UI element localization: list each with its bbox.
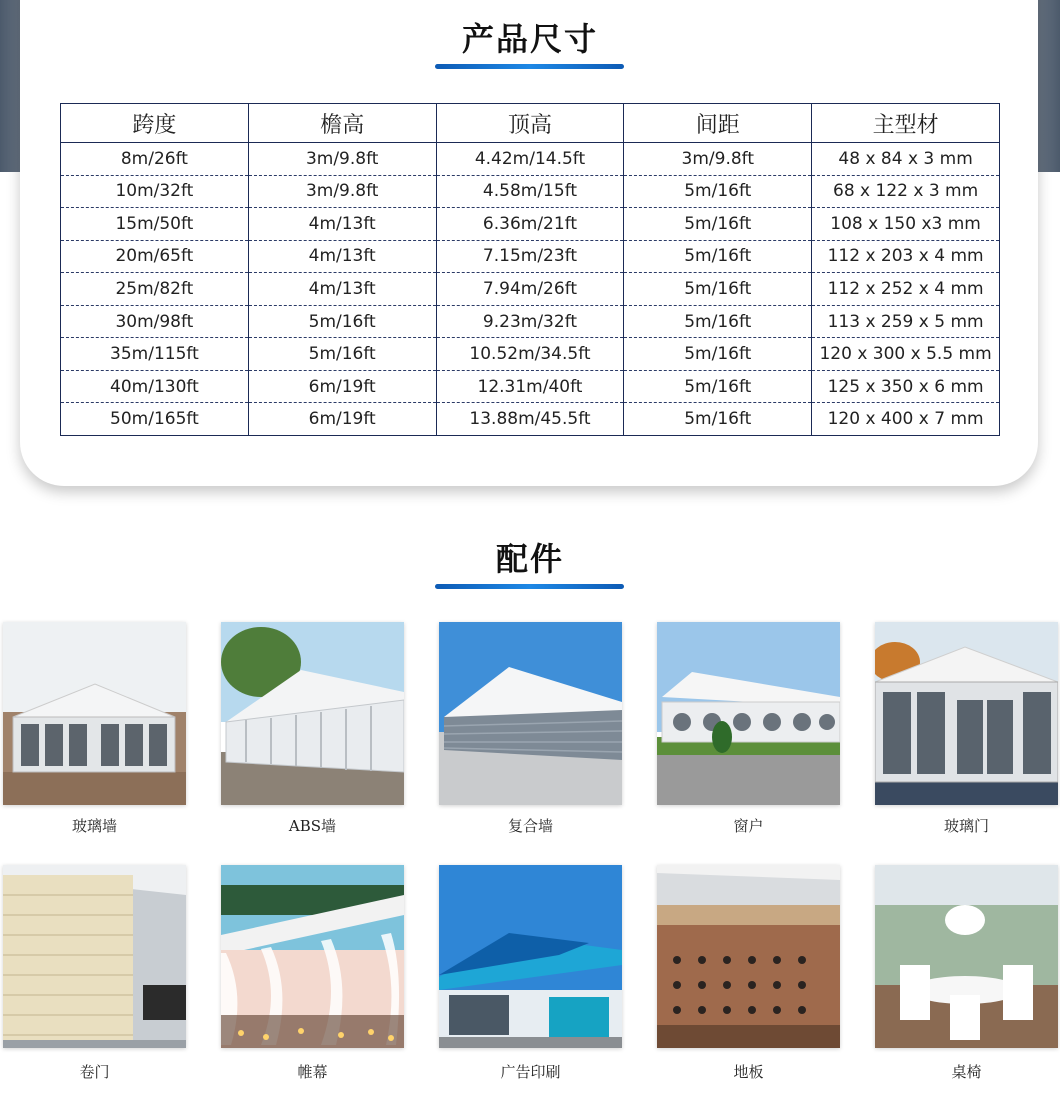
cell-bay-spacing: 5m/16ft	[624, 208, 812, 241]
cell-bay-spacing: 3m/9.8ft	[624, 143, 812, 176]
table-header-row	[61, 104, 1000, 143]
cell-eave-height: 6m/19ft	[248, 370, 436, 403]
cell-eave-height: 5m/16ft	[248, 338, 436, 371]
cell-bay-spacing: 5m/16ft	[624, 273, 812, 306]
glass-door-photo	[875, 622, 1058, 805]
cell-main-profile: 112 x 252 x 4 mm	[812, 273, 1000, 306]
table-row	[61, 208, 1000, 241]
accessory-caption: ABS墙	[288, 817, 337, 835]
cell-ridge-height: 9.23m/32ft	[436, 305, 624, 338]
cell-eave-height: 5m/16ft	[248, 305, 436, 338]
cell-ridge-height: 4.42m/14.5ft	[436, 143, 624, 176]
header-ridge-height: 顶高	[436, 104, 624, 143]
cell-span: 8m/26ft	[61, 143, 249, 176]
cell-ridge-height: 12.31m/40ft	[436, 370, 624, 403]
cell-ridge-height: 10.52m/34.5ft	[436, 338, 624, 371]
size-section-title: 产品尺寸	[461, 20, 598, 58]
size-table	[60, 103, 1000, 436]
roller-door-photo	[3, 865, 186, 1048]
accessory-caption: 玻璃墙	[71, 817, 117, 835]
cell-eave-height: 4m/13ft	[248, 240, 436, 273]
cell-ridge-height: 7.15m/23ft	[436, 240, 624, 273]
table-row	[61, 403, 1000, 436]
accessory-caption: 地板	[733, 1063, 764, 1081]
cell-span: 30m/98ft	[61, 305, 249, 338]
table-chair-photo	[875, 865, 1058, 1048]
accessory-floor[interactable]	[657, 865, 840, 1081]
cell-eave-height: 3m/9.8ft	[248, 143, 436, 176]
header-span: 跨度	[61, 104, 249, 143]
table-row	[61, 305, 1000, 338]
accessory-ad-printing[interactable]	[439, 865, 622, 1081]
accessories-title-underline	[435, 584, 624, 589]
cell-main-profile: 113 x 259 x 5 mm	[812, 305, 1000, 338]
accessory-curtain[interactable]	[221, 865, 404, 1081]
cell-span: 50m/165ft	[61, 403, 249, 436]
size-title-underline	[435, 64, 624, 69]
cell-bay-spacing: 5m/16ft	[624, 338, 812, 371]
accessory-glass-door[interactable]	[875, 622, 1058, 835]
table-row	[61, 338, 1000, 371]
window-photo	[657, 622, 840, 805]
table-row	[61, 175, 1000, 208]
cell-span: 40m/130ft	[61, 370, 249, 403]
cell-bay-spacing: 5m/16ft	[624, 240, 812, 273]
cell-main-profile: 48 x 84 x 3 mm	[812, 143, 1000, 176]
cell-eave-height: 6m/19ft	[248, 403, 436, 436]
header-eave-height: 檐高	[248, 104, 436, 143]
abs-wall-photo	[221, 622, 404, 805]
accessory-caption: 窗户	[733, 817, 764, 835]
cell-span: 15m/50ft	[61, 208, 249, 241]
cell-ridge-height: 6.36m/21ft	[436, 208, 624, 241]
accessory-caption: 帷幕	[297, 1063, 328, 1081]
accessory-caption: 卷门	[79, 1063, 110, 1081]
accessory-composite-wall[interactable]	[439, 622, 622, 835]
cell-eave-height: 4m/13ft	[248, 273, 436, 306]
accessory-roller-door[interactable]	[3, 865, 186, 1081]
cell-main-profile: 125 x 350 x 6 mm	[812, 370, 1000, 403]
cell-main-profile: 120 x 300 x 5.5 mm	[812, 338, 1000, 371]
ad-printing-photo	[439, 865, 622, 1048]
table-row	[61, 370, 1000, 403]
cell-ridge-height: 7.94m/26ft	[436, 273, 624, 306]
cell-eave-height: 4m/13ft	[248, 208, 436, 241]
table-row	[61, 273, 1000, 306]
accessory-table-chair[interactable]	[875, 865, 1058, 1081]
cell-main-profile: 108 x 150 x3 mm	[812, 208, 1000, 241]
cell-main-profile: 68 x 122 x 3 mm	[812, 175, 1000, 208]
cell-eave-height: 3m/9.8ft	[248, 175, 436, 208]
accessory-caption: 广告印刷	[500, 1063, 561, 1081]
cell-bay-spacing: 5m/16ft	[624, 403, 812, 436]
accessory-caption: 复合墙	[507, 817, 553, 835]
table-row	[61, 240, 1000, 273]
accessory-glass-wall[interactable]	[3, 622, 186, 835]
cell-span: 20m/65ft	[61, 240, 249, 273]
cell-bay-spacing: 5m/16ft	[624, 370, 812, 403]
glass-wall-photo	[3, 622, 186, 805]
header-main-profile: 主型材	[812, 104, 1000, 143]
cell-main-profile: 112 x 203 x 4 mm	[812, 240, 1000, 273]
accessory-abs-wall[interactable]	[221, 622, 404, 835]
cell-main-profile: 120 x 400 x 7 mm	[812, 403, 1000, 436]
accessory-caption: 玻璃门	[943, 817, 989, 835]
cell-span: 10m/32ft	[61, 175, 249, 208]
table-row	[61, 143, 1000, 176]
accessory-window[interactable]	[657, 622, 840, 835]
floor-photo	[657, 865, 840, 1048]
cell-bay-spacing: 5m/16ft	[624, 305, 812, 338]
cell-span: 25m/82ft	[61, 273, 249, 306]
accessory-caption: 桌椅	[951, 1063, 982, 1081]
cell-ridge-height: 13.88m/45.5ft	[436, 403, 624, 436]
cell-ridge-height: 4.58m/15ft	[436, 175, 624, 208]
cell-bay-spacing: 5m/16ft	[624, 175, 812, 208]
header-bay-spacing: 间距	[624, 104, 812, 143]
cell-span: 35m/115ft	[61, 338, 249, 371]
curtain-photo	[221, 865, 404, 1048]
accessories-section-title: 配件	[495, 540, 564, 578]
composite-wall-photo	[439, 622, 622, 805]
